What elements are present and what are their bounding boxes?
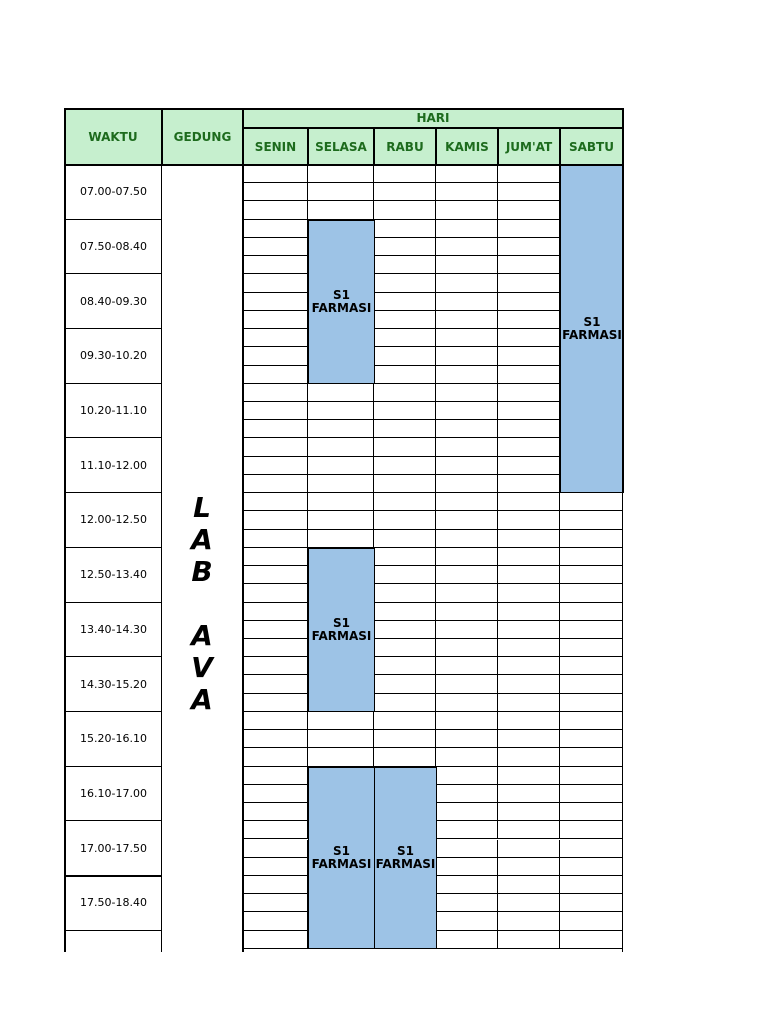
grid-cell <box>243 767 308 785</box>
grid-cell <box>560 694 623 712</box>
waktu-gedung-divider <box>161 108 163 165</box>
schedule-block-2[interactable] <box>308 548 375 712</box>
grid-cell <box>436 293 498 311</box>
grid-cell <box>243 657 308 675</box>
grid-cell <box>560 894 623 912</box>
grid-cell <box>436 511 498 529</box>
grid-cell <box>436 475 498 493</box>
grid-cell <box>243 584 308 602</box>
grid-cell <box>374 730 436 748</box>
grid-cell <box>243 475 308 493</box>
grid-cell <box>560 748 623 766</box>
grid-cell <box>308 183 374 201</box>
grid-cell <box>243 457 308 475</box>
grid-cell <box>308 730 374 748</box>
header-hari: HARI <box>243 108 623 128</box>
gedung-letter-1: A <box>191 523 213 556</box>
time-slot-1: 07.50-08.40 <box>64 220 162 275</box>
gedung-letter-2: B <box>191 555 213 588</box>
time-slot-10: 15.20-16.10 <box>64 712 162 767</box>
grid-cell <box>308 712 374 730</box>
day-divider-4 <box>559 128 561 165</box>
grid-cell <box>436 566 498 584</box>
gedung-letter-6: A <box>191 683 213 716</box>
time-slot-8: 13.40-14.30 <box>64 603 162 658</box>
grid-cell <box>436 402 498 420</box>
grid-cell <box>436 858 498 876</box>
grid-cell <box>243 402 308 420</box>
grid-cell <box>308 402 374 420</box>
gedung-grid-divider <box>242 108 244 952</box>
grid-cell <box>498 311 560 329</box>
grid-cell <box>498 858 560 876</box>
grid-cell <box>498 201 560 219</box>
grid-cell <box>374 511 436 529</box>
grid-cell <box>374 694 436 712</box>
left-border-header <box>64 108 66 165</box>
grid-cell <box>308 384 374 402</box>
grid-cell <box>498 931 560 949</box>
grid-cell <box>498 748 560 766</box>
grid-cell <box>498 402 560 420</box>
grid-cell <box>374 438 436 456</box>
grid-cell <box>436 876 498 894</box>
grid-cell <box>243 165 308 183</box>
grid-cell <box>498 730 560 748</box>
hari-divider <box>243 127 624 129</box>
grid-cell <box>498 694 560 712</box>
grid-cell <box>374 274 436 292</box>
block-line-2: FARMASI <box>311 300 372 315</box>
grid-cell <box>243 840 308 858</box>
grid-cell <box>243 912 308 930</box>
grid-cell <box>498 347 560 365</box>
grid-cell <box>436 183 498 201</box>
grid-cell <box>374 584 436 602</box>
day-divider-1 <box>373 128 375 165</box>
grid-cell <box>243 366 308 384</box>
grid-cell <box>436 366 498 384</box>
day-header-1: SELASA <box>308 128 374 165</box>
day-header-4: JUM'AT <box>498 128 560 165</box>
grid-cell <box>374 675 436 693</box>
grid-cell <box>436 603 498 621</box>
grid-cell <box>436 931 498 949</box>
grid-cell <box>498 675 560 693</box>
grid-cell <box>243 785 308 803</box>
grid-cell <box>436 548 498 566</box>
grid-cell <box>436 840 498 858</box>
grid-cell <box>560 675 623 693</box>
grid-cell <box>436 329 498 347</box>
grid-cell <box>560 730 623 748</box>
grid-cell <box>498 621 560 639</box>
grid-cell <box>498 803 560 821</box>
grid-cell <box>560 912 623 930</box>
grid-cell <box>243 548 308 566</box>
grid-cell <box>308 457 374 475</box>
day-divider-3 <box>497 128 499 165</box>
grid-cell <box>374 457 436 475</box>
grid-cell <box>498 366 560 384</box>
grid-cell <box>498 183 560 201</box>
time-slot-7: 12.50-13.40 <box>64 548 162 603</box>
block-line-2: FARMASI <box>375 856 436 871</box>
grid-cell <box>498 912 560 930</box>
grid-cell <box>560 584 623 602</box>
grid-cell <box>498 530 560 548</box>
grid-cell <box>498 420 560 438</box>
grid-cell <box>436 311 498 329</box>
grid-cell <box>308 165 374 183</box>
grid-cell <box>243 438 308 456</box>
block-line-1: S1 <box>583 315 601 330</box>
grid-cell <box>374 311 436 329</box>
block-line-1: S1 <box>333 615 350 630</box>
grid-cell <box>436 748 498 766</box>
grid-cell <box>498 293 560 311</box>
grid-cell <box>243 420 308 438</box>
grid-cell <box>560 493 623 511</box>
grid-cell <box>560 931 623 949</box>
day-header-5: SABTU <box>560 128 623 165</box>
block-line-2: FARMASI <box>311 628 372 643</box>
grid-cell <box>436 894 498 912</box>
header-waktu: WAKTU <box>64 108 162 165</box>
grid-cell <box>498 438 560 456</box>
block-line-2: FARMASI <box>562 328 622 343</box>
schedule-block-0[interactable] <box>308 220 375 384</box>
grid-cell <box>498 457 560 475</box>
day-header-0: SENIN <box>243 128 308 165</box>
grid-cell <box>374 238 436 256</box>
right-border-header <box>622 108 624 165</box>
grid-cell <box>560 621 623 639</box>
grid-cell <box>436 730 498 748</box>
schedule-block-4[interactable] <box>374 767 437 949</box>
day-header-3: KAMIS <box>436 128 498 165</box>
block-line-1: S1 <box>333 843 350 858</box>
grid-cell <box>243 675 308 693</box>
header-bottom-border <box>64 164 624 166</box>
grid-cell <box>374 366 436 384</box>
grid-cell <box>560 639 623 657</box>
grid-cell <box>243 858 308 876</box>
grid-cell <box>436 274 498 292</box>
gedung-letter-5: V <box>191 651 213 684</box>
grid-cell <box>498 220 560 238</box>
grid-cell <box>374 493 436 511</box>
grid-cell <box>498 876 560 894</box>
gedung-letter-4: A <box>191 619 213 652</box>
grid-cell <box>374 256 436 274</box>
grid-cell <box>560 548 623 566</box>
grid-cell <box>436 420 498 438</box>
grid-cell <box>498 767 560 785</box>
time-slot-0: 07.00-07.50 <box>64 165 162 220</box>
grid-cell <box>498 639 560 657</box>
grid-cell <box>560 530 623 548</box>
grid-cell <box>436 785 498 803</box>
grid-cell <box>374 639 436 657</box>
grid-cell <box>374 201 436 219</box>
time-slot-6: 12.00-12.50 <box>64 493 162 548</box>
grid-cell <box>374 603 436 621</box>
time-slot-13: 17.50-18.40 <box>64 876 162 931</box>
time-slot-partial <box>64 931 162 952</box>
grid-cell <box>436 256 498 274</box>
grid-cell <box>560 511 623 529</box>
grid-cell <box>374 402 436 420</box>
grid-cell <box>243 347 308 365</box>
grid-cell <box>560 657 623 675</box>
grid-cell <box>560 803 623 821</box>
grid-cell <box>243 274 308 292</box>
grid-cell <box>243 183 308 201</box>
grid-cell <box>243 894 308 912</box>
grid-cell <box>243 694 308 712</box>
grid-cell <box>560 840 623 858</box>
grid-cell <box>308 748 374 766</box>
grid-cell <box>436 220 498 238</box>
grid-cell <box>560 858 623 876</box>
grid-cell <box>308 438 374 456</box>
grid-cell <box>436 530 498 548</box>
day-divider-0 <box>307 128 309 165</box>
grid-cell <box>498 785 560 803</box>
grid-cell <box>308 511 374 529</box>
grid-cell <box>374 293 436 311</box>
grid-cell <box>436 694 498 712</box>
grid-cell <box>374 347 436 365</box>
grid-cell <box>560 821 623 839</box>
schedule-block-3[interactable] <box>308 767 375 949</box>
grid-cell <box>243 566 308 584</box>
grid-cell <box>436 201 498 219</box>
grid-cell <box>243 293 308 311</box>
grid-cell <box>308 201 374 219</box>
grid-cell <box>498 256 560 274</box>
time-slot-4: 10.20-11.10 <box>64 384 162 439</box>
grid-cell <box>560 767 623 785</box>
grid-cell <box>436 675 498 693</box>
day-header-2: RABU <box>374 128 436 165</box>
grid-cell <box>243 821 308 839</box>
grid-cell <box>436 238 498 256</box>
grid-cell <box>374 220 436 238</box>
grid-cell <box>498 840 560 858</box>
grid-cell <box>436 621 498 639</box>
grid-cell <box>374 530 436 548</box>
grid-cell <box>498 384 560 402</box>
grid-cell <box>436 584 498 602</box>
grid-cell <box>243 530 308 548</box>
time-slot-5: 11.10-12.00 <box>64 438 162 493</box>
grid-cell <box>374 165 436 183</box>
schedule-block-1[interactable] <box>560 165 624 493</box>
grid-cell <box>498 603 560 621</box>
grid-cell <box>374 475 436 493</box>
grid-cell <box>436 821 498 839</box>
block-line-1: S1 <box>397 843 414 858</box>
grid-cell <box>308 420 374 438</box>
grid-cell <box>243 748 308 766</box>
grid-cell <box>374 183 436 201</box>
grid-cell <box>243 220 308 238</box>
grid-cell <box>436 165 498 183</box>
time-slot-12: 17.00-17.50 <box>64 821 162 876</box>
grid-cell <box>243 311 308 329</box>
grid-cell <box>374 621 436 639</box>
grid-cell <box>560 785 623 803</box>
grid-cell <box>436 767 498 785</box>
time-divider-bold <box>64 875 162 877</box>
grid-cell <box>436 803 498 821</box>
grid-cell <box>498 566 560 584</box>
grid-cell <box>436 384 498 402</box>
grid-cell <box>436 912 498 930</box>
grid-cell <box>243 238 308 256</box>
grid-cell <box>374 657 436 675</box>
grid-cell <box>374 329 436 347</box>
grid-cell <box>498 894 560 912</box>
grid-cell <box>374 748 436 766</box>
grid-cell <box>243 493 308 511</box>
grid-cell <box>498 548 560 566</box>
grid-cell <box>498 821 560 839</box>
grid-cell <box>374 420 436 438</box>
grid-cell <box>243 803 308 821</box>
grid-cell <box>436 712 498 730</box>
grid-cell <box>560 712 623 730</box>
grid-cell <box>436 493 498 511</box>
time-slot-2: 08.40-09.30 <box>64 274 162 329</box>
grid-cell <box>498 493 560 511</box>
grid-cell <box>498 511 560 529</box>
grid-cell <box>498 274 560 292</box>
header-top-border <box>64 108 624 110</box>
grid-cell <box>243 730 308 748</box>
grid-cell <box>560 876 623 894</box>
block-line-1: S1 <box>333 287 350 302</box>
grid-cell <box>498 657 560 675</box>
time-slot-11: 16.10-17.00 <box>64 767 162 822</box>
grid-cell <box>498 584 560 602</box>
grid-cell <box>498 712 560 730</box>
block-line-2: FARMASI <box>311 856 372 871</box>
grid-cell <box>308 475 374 493</box>
right-border-grid <box>622 165 623 952</box>
grid-cell <box>498 165 560 183</box>
grid-cell <box>308 493 374 511</box>
grid-cell <box>243 712 308 730</box>
grid-cell <box>243 384 308 402</box>
grid-cell <box>436 457 498 475</box>
grid-cell <box>374 712 436 730</box>
grid-cell <box>436 639 498 657</box>
grid-cell <box>308 530 374 548</box>
grid-cell <box>436 657 498 675</box>
grid-cell <box>498 238 560 256</box>
time-slot-3: 09.30-10.20 <box>64 329 162 384</box>
grid-cell <box>243 511 308 529</box>
grid-cell <box>243 931 308 949</box>
day-divider-2 <box>435 128 437 165</box>
grid-cell <box>436 438 498 456</box>
grid-cell <box>374 384 436 402</box>
grid-cell <box>243 329 308 347</box>
gedung-letter-0: L <box>193 491 211 524</box>
grid-cell <box>243 603 308 621</box>
grid-cell <box>498 475 560 493</box>
grid-cell <box>243 621 308 639</box>
grid-cell <box>243 201 308 219</box>
grid-cell <box>243 639 308 657</box>
grid-cell <box>436 347 498 365</box>
grid-cell <box>243 256 308 274</box>
header-gedung: GEDUNG <box>162 108 243 165</box>
grid-cell <box>374 548 436 566</box>
grid-cell <box>374 566 436 584</box>
grid-cell <box>243 876 308 894</box>
grid-cell <box>498 329 560 347</box>
time-slot-9: 14.30-15.20 <box>64 657 162 712</box>
grid-cell <box>560 566 623 584</box>
grid-cell <box>560 603 623 621</box>
